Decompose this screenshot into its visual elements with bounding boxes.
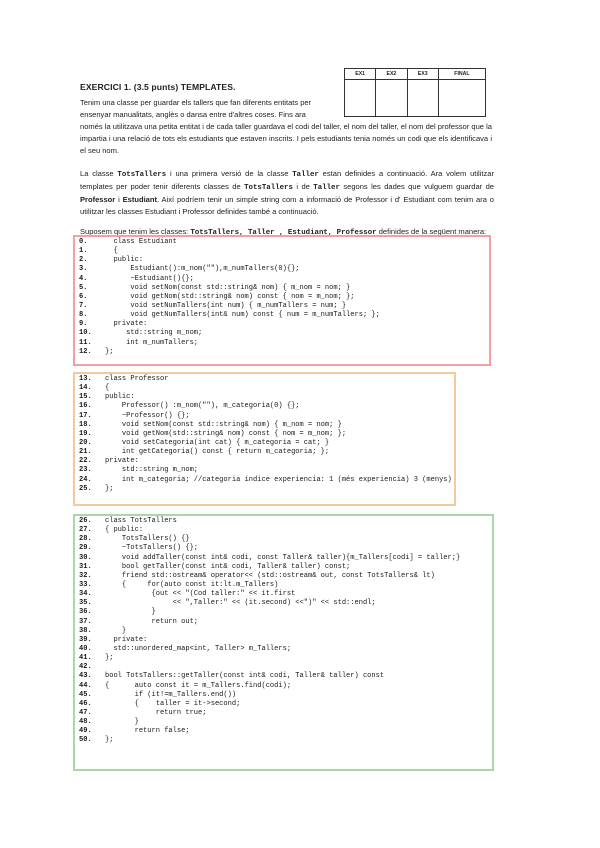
code-text: public: <box>105 393 135 402</box>
code-line <box>79 311 489 320</box>
code-text: void setNom(const std::string& nom) { m_nom = nom; } <box>105 420 342 429</box>
code-text: << ",Taller:" << (it.second) <<")" << std::endl; <box>105 599 376 608</box>
code-text: private: <box>105 320 148 329</box>
code-text: int m_numTallers; <box>105 338 199 347</box>
code-line <box>79 526 492 535</box>
code-block-professor <box>73 372 456 506</box>
code-text: Estudiant():m_nom(""),m_numTallers(0){}; <box>105 265 300 274</box>
line-number: 10. <box>79 329 92 338</box>
code-text: {out << "(Cod taller:" << it.first <box>105 590 296 599</box>
line-number: 46. <box>79 699 92 708</box>
p2-class-taller-2: Taller <box>313 184 340 192</box>
line-number: 35. <box>79 599 92 608</box>
code-text: bool TotsTallers::getTaller(const int& codi, Taller& taller) const <box>105 672 385 681</box>
templates-paragraph <box>80 168 494 218</box>
code-text: int getCategoria() const { return m_categoria; }; <box>105 448 330 457</box>
code-text: int m_categoria; //categoria índice experiencia: 1 (més experiencia) 3 (menys) <box>105 475 452 484</box>
p3-text-c: definides de la següent manera: <box>376 227 487 236</box>
code-line <box>79 599 492 608</box>
code-text: } <box>105 718 139 727</box>
line-number: 37. <box>79 617 92 626</box>
line-number: 3. <box>79 265 88 274</box>
line-number: 29. <box>79 544 92 553</box>
code-text: return false; <box>105 727 190 736</box>
code-text: } <box>105 608 156 617</box>
code-line <box>79 517 492 526</box>
code-text: Professor() :m_nom(""), m_categoria(0) {}; <box>105 402 300 411</box>
code-text: public: <box>105 256 144 265</box>
code-text: void setNumTallers(int num) { m_numTallers = num; } <box>105 301 347 310</box>
code-line <box>79 608 492 617</box>
p2-text-e: estan definides a continuació. Ara volem utilitzar templates per poder tenir diferents classes de <box>80 169 494 191</box>
line-number: 25. <box>79 484 92 493</box>
code-line <box>79 682 492 691</box>
intro-paragraph <box>80 97 492 157</box>
code-text: private: <box>105 457 139 466</box>
line-number: 47. <box>79 708 92 717</box>
line-number: 12. <box>79 347 92 356</box>
code-line <box>79 700 492 709</box>
line-number: 22. <box>79 457 92 466</box>
code-text: ~TotsTallers() {}; <box>105 544 199 553</box>
line-number: 41. <box>79 654 92 663</box>
code-text: { auto const it = m_Tallers.find(codi); <box>105 681 292 690</box>
line-number: 33. <box>79 580 92 589</box>
grade-header-ex2: EX2 <box>376 69 407 80</box>
intro-line-2: ensenyar manualitats, anglès o dansa entre d'altres coses. Fins ara <box>80 110 306 119</box>
p3-text-a: Suposem que tenim les classes: <box>80 227 191 236</box>
code-text: bool getTaller(const int& codi, Taller& taller) const; <box>105 562 351 571</box>
code-block-estudiant <box>73 235 491 366</box>
line-number: 11. <box>79 338 92 347</box>
line-number: 15. <box>79 393 92 402</box>
line-number: 26. <box>79 517 92 525</box>
grade-header-ex3: EX3 <box>407 69 438 80</box>
code-line <box>79 275 489 284</box>
code-line <box>79 320 489 329</box>
code-text: { taller = it->second; <box>105 699 241 708</box>
code-text: void setCategoria(int cat) { m_categoria = cat; } <box>105 438 330 447</box>
code-text: }; <box>105 654 114 663</box>
intro-rest: només la utilitzava una petita entitat i de cada taller guardava el codi del taller, el nom del taller, el nom del professor que la impartia i una relació de tots els estudiants que estaven inscrits. I pels estudiants tenia només un codi que els identificava i el seu nom. <box>80 122 492 155</box>
code-text: class Estudiant <box>105 238 177 246</box>
line-number: 0. <box>79 238 88 246</box>
p2-class-taller: Taller <box>292 171 319 179</box>
line-number: 27. <box>79 526 92 535</box>
code-text: std::string m_nom; <box>105 466 199 475</box>
code-line <box>79 402 454 411</box>
line-number: 17. <box>79 411 92 420</box>
code-line <box>79 691 492 700</box>
p2-class-totstallers-2: TotsTallers <box>244 184 293 192</box>
code-line <box>79 375 454 384</box>
line-number: 18. <box>79 420 92 429</box>
code-line <box>79 384 454 393</box>
line-number: 16. <box>79 402 92 411</box>
code-text: private: <box>105 635 148 644</box>
code-line <box>79 485 454 494</box>
code-line <box>79 645 492 654</box>
line-number: 30. <box>79 553 92 562</box>
code-line <box>79 544 492 553</box>
line-number: 14. <box>79 384 92 393</box>
line-number: 34. <box>79 590 92 599</box>
code-text: ~Estudiant(){}; <box>105 274 194 283</box>
code-line <box>79 247 489 256</box>
line-number: 39. <box>79 635 92 644</box>
code-line <box>79 339 489 348</box>
p3-class-list: TotsTallers, Taller , Estudiant, Professor <box>190 229 377 237</box>
line-number: 13. <box>79 375 92 383</box>
p2-text-g: i de <box>292 182 314 191</box>
line-number: 4. <box>79 274 88 283</box>
code-text: void setNom(const std::string& nom) { m_nom = nom; } <box>105 283 351 292</box>
code-text: { public: <box>105 526 144 535</box>
code-text: return true; <box>105 708 207 717</box>
code-line <box>79 439 454 448</box>
code-line <box>79 572 492 581</box>
code-line <box>79 329 489 338</box>
code-line <box>79 348 489 357</box>
code-line <box>79 727 492 736</box>
code-text: }; <box>105 347 114 356</box>
line-number: 7. <box>79 301 88 310</box>
exercise-title: EXERCICI 1. (3.5 punts) TEMPLATES. <box>80 82 236 92</box>
code-line <box>79 554 492 563</box>
code-line <box>79 421 454 430</box>
code-line <box>79 412 454 421</box>
code-line <box>79 581 492 590</box>
line-number: 1. <box>79 247 88 256</box>
line-number: 36. <box>79 608 92 617</box>
p2-text-c: i una primera versió de la classe <box>166 169 293 178</box>
p2-text-a: La classe <box>80 169 118 178</box>
code-line <box>79 736 492 745</box>
code-line <box>79 466 454 475</box>
code-line <box>79 590 492 599</box>
code-text: std::unordered_map<int, Taller> m_Tallers; <box>105 644 292 653</box>
line-number: 43. <box>79 672 92 681</box>
code-line <box>79 476 454 485</box>
grade-header-final: FINAL <box>438 69 485 80</box>
line-number: 2. <box>79 256 88 265</box>
intro-line-1: Tenim una classe per guardar els tallers que fan diferents entitats per <box>80 98 312 107</box>
line-number: 45. <box>79 690 92 699</box>
code-line <box>79 293 489 302</box>
p2-text-m: . Així podríem tenir un simple string com a informació de Professor i d' Estudiant com tenim ara o utilitzar les classes Estudiant i Professor definides també a continuació. <box>80 195 494 216</box>
code-line <box>79 448 454 457</box>
grade-table-header-row <box>345 69 486 80</box>
code-line <box>79 302 489 311</box>
code-text: void getNom(std::string& nom) const { nom = m_nom; }; <box>105 429 347 438</box>
code-text: ~Professor() {}; <box>105 411 190 420</box>
line-number: 20. <box>79 438 92 447</box>
line-number: 44. <box>79 681 92 690</box>
code-text: std::string m_nom; <box>105 329 203 338</box>
code-text: void addTaller(const int& codi, const Taller& taller){m_Tallers[codi] = taller;} <box>105 553 461 562</box>
code-text: }; <box>105 484 114 493</box>
code-text: class TotsTallers <box>105 517 177 525</box>
code-line <box>79 430 454 439</box>
code-text: { <box>105 384 110 393</box>
p2-text-i: segons les dades que vulguem guardar de <box>339 182 494 191</box>
p2-text-k: i <box>115 195 123 204</box>
line-number: 38. <box>79 626 92 635</box>
code-text: class Professor <box>105 375 169 383</box>
line-number: 9. <box>79 320 88 329</box>
code-line <box>79 663 492 672</box>
line-number: 23. <box>79 466 92 475</box>
p2-estudiant: Estudiant <box>122 195 157 204</box>
line-number: 32. <box>79 571 92 580</box>
code-line <box>79 284 489 293</box>
grade-header-ex1: EX1 <box>345 69 376 80</box>
line-number: 8. <box>79 311 88 320</box>
code-text: return out; <box>105 617 199 626</box>
code-line <box>79 563 492 572</box>
line-number: 50. <box>79 736 92 745</box>
p2-professor: Professor <box>80 195 116 204</box>
line-number: 21. <box>79 448 92 457</box>
code-text: if (it!=m_Tallers.end()) <box>105 690 237 699</box>
code-line <box>79 265 489 274</box>
code-line <box>79 256 489 265</box>
code-text: { for(auto const it:lt.m_Tallers) <box>105 580 279 589</box>
code-line <box>79 457 454 466</box>
line-number: 31. <box>79 562 92 571</box>
line-number: 40. <box>79 644 92 653</box>
p2-class-totstallers: TotsTallers <box>117 171 167 179</box>
code-text: }; <box>105 736 114 745</box>
code-line <box>79 636 492 645</box>
line-number: 49. <box>79 727 92 736</box>
code-text: { <box>105 247 118 256</box>
code-text: TotsTallers() {} <box>105 535 190 544</box>
code-line <box>79 672 492 681</box>
code-line <box>79 238 489 247</box>
code-line <box>79 627 492 636</box>
code-line <box>79 618 492 627</box>
code-line <box>79 654 492 663</box>
code-text: void getNumTallers(int& num) const { num = m_numTallers; }; <box>105 311 380 320</box>
code-block-totstallers <box>73 514 494 771</box>
line-number: 42. <box>79 663 92 672</box>
line-number: 6. <box>79 292 88 301</box>
code-line <box>79 709 492 718</box>
code-text: void getNom(std::string& nom) const { nom = m_nom; }; <box>105 292 355 301</box>
code-line <box>79 535 492 544</box>
code-text: } <box>105 626 127 635</box>
line-number: 24. <box>79 475 92 484</box>
code-text: friend std::ostream& operator<< (std::ostream& out, const TotsTallers& lt) <box>105 571 435 580</box>
code-line <box>79 718 492 727</box>
line-number: 5. <box>79 283 88 292</box>
line-number: 48. <box>79 718 92 727</box>
line-number: 19. <box>79 429 92 438</box>
line-number: 28. <box>79 535 92 544</box>
code-line <box>79 393 454 402</box>
